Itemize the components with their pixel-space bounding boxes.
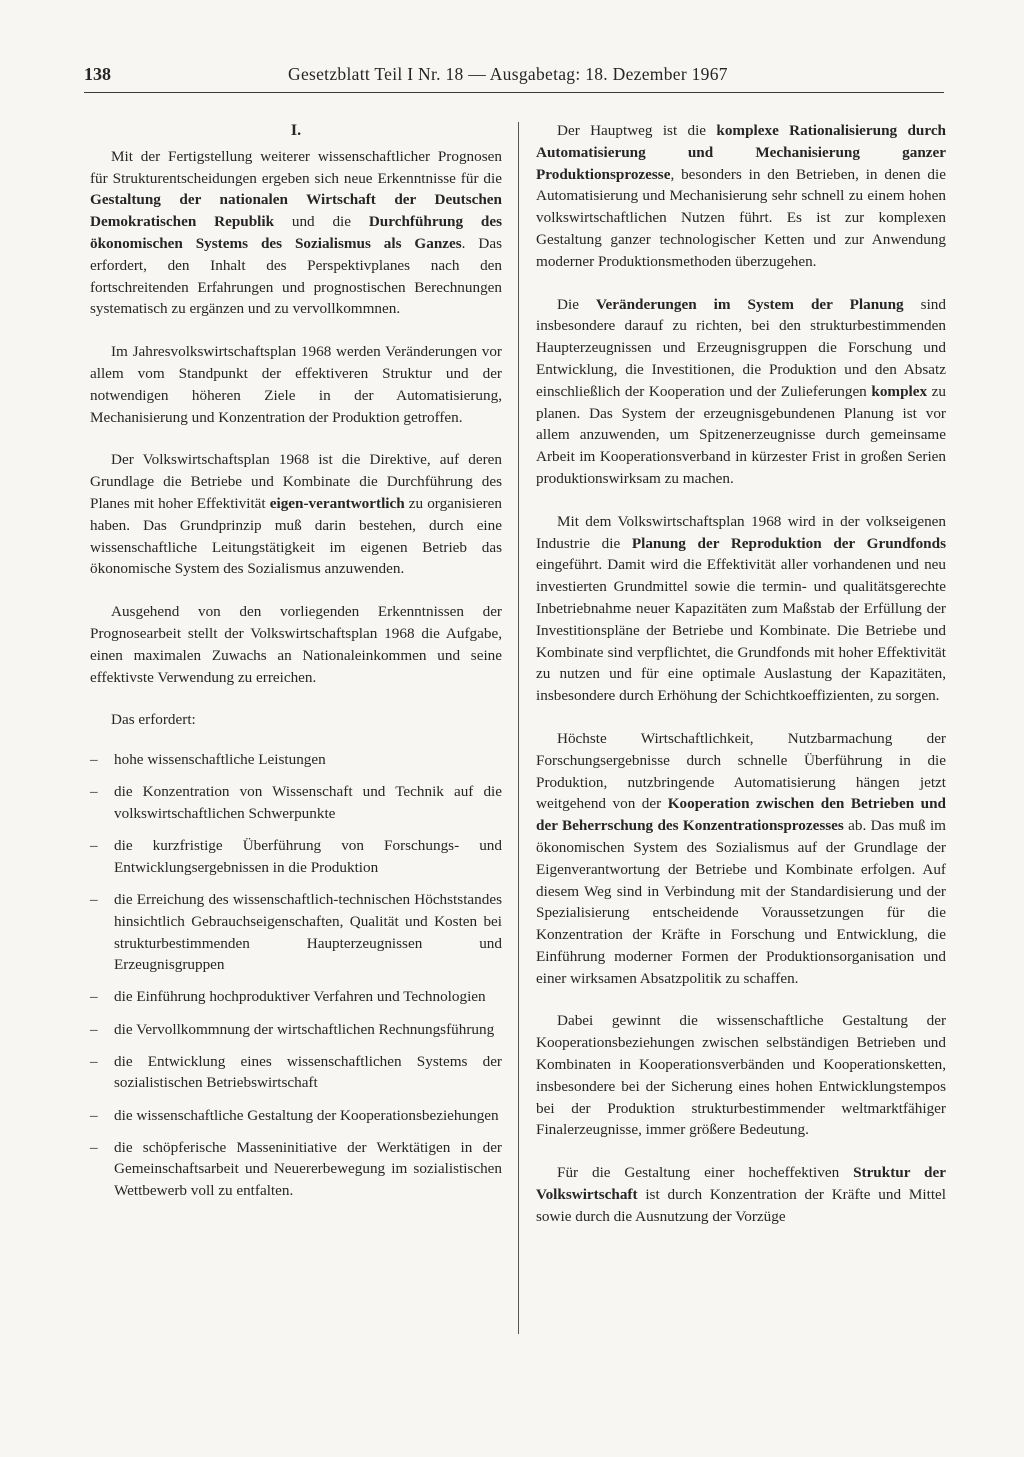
dash-marker: – bbox=[90, 837, 98, 855]
paragraph: Der Hauptweg ist die komplexe Rationalisierung durch Automatisierung und Mechanisierung ganzer Produktionsprozesse, besonders in den Betrieben, in denen die Automatisierung und Mechanisierung sehr schnell zu einem hohen volkswirtschaftlichen Nutzen führt. Es ist zur komplexen Gestaltung ganzer technologischer Ketten und zur Anwendung moderner Produktionsmethoden überzugehen. bbox=[536, 122, 947, 270]
dash-marker: – bbox=[90, 1052, 98, 1070]
list-item: – die Entwicklung eines wissenschaftlichen Systems der sozialistischen Betriebswirtschaft bbox=[90, 1052, 502, 1092]
paragraph: Mit dem Volkswirtschaftsplan 1968 wird in der volkseigenen Industrie die Planung der Reproduktion der Grundfonds eingeführt. Damit wird die Effektivität aller vorhandenen und neu investierten Grundmittel sowie die termin- und qualitätsgerechte Inbetriebnahme neuer Kapazitäten zum Maßstab der Erfüllung der Investitionspläne der Betriebe und Kombinate. Die Betriebe und Kombinate sind verpflichtet, die Grundfonds mit hoher Effektivität zu nutzen und für eine optimale Auslastung der Kapazitäten, insbesondere durch Erhöhung der Schichtkoeffizienten, zu sorgen. bbox=[536, 512, 946, 705]
dash-marker: – bbox=[90, 988, 98, 1006]
paragraph: Die Veränderungen im System der Planung sind insbesondere darauf zu richten, bei den strukturbestimmenden Haupterzeugnissen und Erzeugnisgruppen die Forschung und Entwicklung, die Investitionen, die Produktion und den Absatz einschließlich der Kooperation und der Zulieferungen komplex zu planen. Das System der erzeugnisgebundenen Planung ist vor allem anzuwenden, um Spitzenerzeugnisse durch gemeinsame Arbeit im Kooperationsverband in kürzester Frist in großen Serien produktionswirksam zu machen. bbox=[536, 295, 946, 487]
paragraph: Dabei gewinnt die wissenschaftliche Gestaltung der Kooperationsbeziehungen zwischen selbständigen Betrieben und Kombinaten in Kooperationsverbänden und Kooperationsketten, insbesondere bei der Sicherung eines hohen Entwicklungstempos bei der Produktion strukturbestimmender weltmarktfähiger Finalerzeugnisse, immer größere Bedeutung. bbox=[536, 1012, 946, 1139]
paragraph: Im Jahresvolkswirtschaftsplan 1968 werden Veränderungen vor allem vom Standpunkt der effektiveren Struktur und der notwendigen höheren Ziele in der Automatisierung, Mechanisierung und Konzentration der Produktion getroffen. bbox=[90, 343, 502, 426]
list-intro: Das erfordert: bbox=[111, 711, 196, 729]
right-column bbox=[536, 120, 946, 1249]
list-item: – die schöpferische Masseninitiative der Werktätigen in der Gemeinschaftsarbeit und Neuererbewegung im sozialistischen Wettbewerb voll zu entfalten. bbox=[90, 1138, 502, 1200]
list-item: – hohe wissenschaftliche Leistungen bbox=[90, 749, 502, 771]
list-item: – die Konzentration von Wissenschaft und Technik auf die volkswirtschaftlichen Schwerpunkte bbox=[90, 783, 502, 823]
column-divider bbox=[518, 122, 519, 1334]
list-item: – die kurzfristige Überführung von Forschungs- und Entwicklungsergebnissen in die Produktion bbox=[90, 837, 502, 876]
list-item: – die Einführung hochproduktiver Verfahren und Technologien bbox=[90, 986, 502, 1008]
dash-marker: – bbox=[90, 1138, 98, 1156]
publication-header: Gesetzblatt Teil I Nr. 18 — Ausgabetag: 18. Dezember 1967 bbox=[288, 64, 728, 84]
paragraph: Der Volkswirtschaftsplan 1968 ist die Direktive, auf deren Grundlage die Betriebe und Kombinate die Durchführung des Planes mit hoher Effektivität eigen-verantwortlich zu organisieren haben. Das Grundprinzip muß darin bestehen, durch eine wissenschaftliche Leitungstätigkeit im eigenen Betrieb das ökonomische System des Sozialismus anzuwenden. bbox=[90, 451, 503, 578]
paragraph: Für die Gestaltung einer hocheffektiven Struktur der Volkswirtschaft ist durch Konzentration der Kräfte und Mittel sowie durch die Ausnutzung der Vorzüge bbox=[536, 1164, 946, 1225]
list-item: – die Erreichung des wissenschaftlich-technischen Höchststandes hinsichtlich Gebrauchseigenschaften, Qualität und Kosten bei strukturbestimmenden Haupterzeugnissen und Erzeugnisgruppen bbox=[90, 891, 502, 974]
paragraph: Ausgehend von den vorliegenden Erkenntnissen der Prognosearbeit stellt der Volkswirtschaftsplan 1968 die Aufgabe, einen maximalen Zuwachs an Nationaleinkommen und seine effektivste Verwendung zu erreichen. bbox=[90, 603, 502, 686]
paragraph: Mit der Fertigstellung weiterer wissenschaftlicher Prognosen für Strukturentscheidungen ergeben sich neue Erkenntnisse für die Gestaltung der nationalen Wirtschaft der Deutschen Demokratischen Republik und die Durchführung des ökonomischen Systems des Sozialismus als Ganzes. Das erfordert, den Inhalt des Perspektivplanes nach den fortschreitenden Erfahrungen und prognostischen Berechnungen systematisch zu ergänzen und zu vervollkommnen. bbox=[90, 147, 502, 318]
page-number: 138 bbox=[84, 64, 111, 84]
dash-marker: – bbox=[90, 891, 98, 908]
dash-marker: – bbox=[90, 1106, 98, 1124]
paragraph: Höchste Wirtschaftlichkeit, Nutzbarmachung der Forschungsergebnisse durch schnelle Überführung in die Produktion, nutzbringende Automatisierung hängen jetzt weitgehend von der Kooperation zwischen den Betrieben und der Beherrschung des Konzentrationsprozesses ab. Das muß im ökonomischen System des Sozialismus auf der Grundlage der Eigenverantwortung der Betriebe und Kombinate erfolgen. Auf diesem Weg sind in Verbindung mit der Standardisierung und der Spezialisierung entscheidende Voraussetzungen für die Konzentration der Kräfte in Forschung und Entwicklung, die Einführung moderner Formen der Produktionsorganisation und einer wirksamen Absatzpolitik zu schaffen. bbox=[536, 729, 946, 987]
list-item: – die wissenschaftliche Gestaltung der Kooperationsbeziehungen bbox=[90, 1105, 502, 1127]
dash-marker: – bbox=[90, 1020, 98, 1038]
dash-marker: – bbox=[90, 783, 98, 801]
list-item: – die Vervollkommnung der wirtschaftlichen Rechnungsführung bbox=[90, 1019, 502, 1041]
dash-marker: – bbox=[90, 751, 98, 769]
section-numeral: I. bbox=[290, 122, 302, 139]
requirements-list bbox=[90, 749, 502, 1202]
left-column bbox=[90, 120, 502, 1212]
page-header bbox=[84, 58, 944, 93]
